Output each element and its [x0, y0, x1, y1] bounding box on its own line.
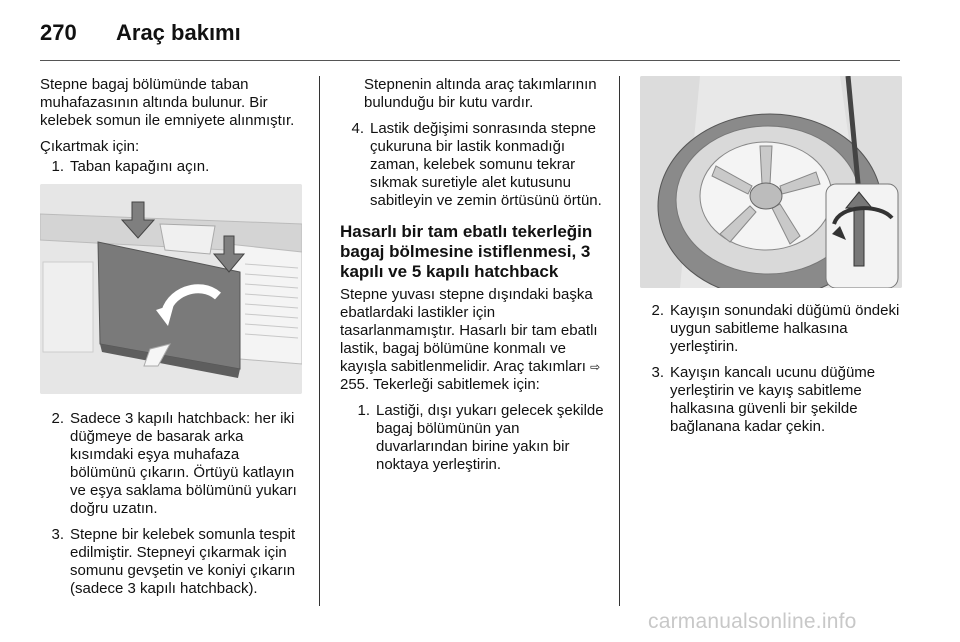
header-divider — [40, 60, 900, 61]
item-number: 2. — [651, 302, 664, 319]
item-number: 2. — [51, 410, 64, 427]
item-text: Stepne bir kelebek somunla tespit edilmiştir. Stepneyi çıkarmak için somunu gevşetin ve koniyi çıkarın (sadece 3 kapılı hatchback). — [70, 526, 296, 597]
list-item — [340, 402, 608, 474]
continued-paragraph: Stepnenin altında araç takımlarının bulunduğu bir kutu vardır. — [364, 76, 597, 111]
column-divider-1 — [319, 76, 320, 606]
spare-wheel-illustration — [640, 76, 902, 288]
list-item — [40, 410, 308, 518]
list-item — [340, 120, 608, 210]
item-number: 1. — [51, 158, 64, 175]
column-3 — [640, 76, 902, 444]
list-item — [640, 302, 902, 356]
item-number: 1. — [357, 402, 370, 419]
item-text: Kayışın kancalı ucunu düğüme yerleştirin ve kayış sabitleme halkasına güvenli bir şekilde bağlanana kadar çekin. — [670, 364, 876, 435]
item-number: 3. — [651, 364, 664, 381]
item-text: Taban kapağını açın. — [70, 158, 210, 175]
section-paragraph — [340, 286, 608, 394]
page-header — [40, 20, 241, 48]
remove-label: Çıkartmak için: — [40, 138, 140, 155]
list-item — [40, 158, 308, 176]
section-heading: Hasarlı bir tam ebatlı tekerleğin bagaj bölmesine istiflenmesi, 3 kapılı ve 5 kapılı hatchback — [340, 222, 593, 281]
item-number: 3. — [51, 526, 64, 543]
list-item — [40, 526, 308, 598]
item-number: 4. — [351, 120, 364, 137]
floor-cover-image — [40, 184, 302, 394]
item-text: Kayışın sonundaki düğümü öndeki uygun sabitleme halkasına yerleştirin. — [670, 302, 900, 355]
column-1 — [40, 76, 308, 606]
page-title: Araç bakımı — [116, 20, 241, 45]
reference-arrow-icon: ⇨ — [590, 360, 601, 374]
paragraph-text-before-ref: Stepne yuvası stepne dışındaki başka ebatlardaki lastikler için tasarlanmamıştır. Hasarlı bir tam ebatlı lastik, bagaj bölümüne konmalı ve kayışla sabitlenmelidir. Araç takımları — [340, 286, 598, 375]
item-text: Lastiği, dışı yukarı gelecek şekilde bagaj bölümünün yan duvarlarından birine yakın bir noktaya yerleştirin. — [376, 402, 604, 473]
item-text: Lastik değişimi sonrasında stepne çukuruna bir lastik konmadığı zaman, kelebek somunu tekrar sıkmak suretiyle alet kutusunu sabitleyin ve zemin örtüsünü örtün. — [370, 120, 602, 209]
list-item — [640, 364, 902, 436]
watermark-text: carmanualsonline.info — [648, 610, 857, 633]
floor-cover-illustration — [40, 184, 302, 394]
item-text: Sadece 3 kapılı hatchback: her iki düğmeye de basarak arka kısımdaki eşya muhafaza bölümünü çıkarın. Örtüyü katlayın ve eşya saklama bölümünü yukarı doğru uzatın. — [70, 410, 297, 517]
spare-wheel-image — [640, 76, 902, 288]
column-2 — [340, 76, 608, 482]
paragraph-text-after-ref: . Tekerleği sabitlemek için: — [365, 376, 540, 393]
page-reference-link[interactable]: 255 — [340, 376, 366, 393]
column-divider-2 — [619, 76, 620, 606]
intro-paragraph: Stepne bagaj bölümünde taban muhafazasının altında bulunur. Bir kelebek somun ile emniyete alınmıştır. — [40, 76, 295, 129]
page-number: 270 — [40, 20, 77, 45]
